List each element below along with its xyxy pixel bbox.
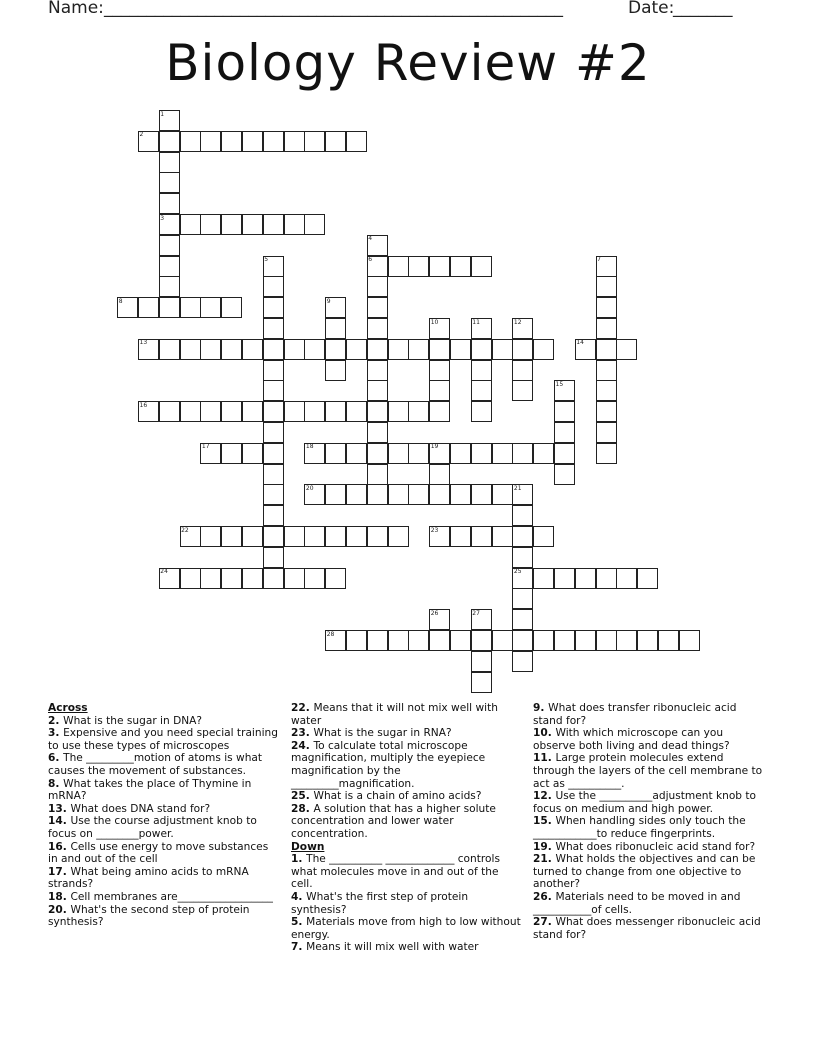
grid-cell[interactable] — [284, 339, 305, 360]
across-clue: 23. What is the sugar in RNA? — [291, 727, 452, 740]
grid-cell[interactable] — [180, 297, 201, 318]
grid-cell[interactable] — [367, 318, 388, 339]
clue-number: 25 — [513, 568, 522, 576]
down-clue: 12. Use the __________adjustment knob to focus on medium and high power. — [533, 790, 757, 815]
name-label: Name: — [48, 0, 104, 18]
grid-cell[interactable] — [221, 214, 242, 235]
down-clue: 1. The __________ _____________ controls what molecules move in and out of the cell. — [291, 853, 500, 891]
grid-cell[interactable] — [367, 443, 388, 464]
across-clue: 14. Use the course adjustment knob to focus on ________power. — [48, 815, 257, 840]
grid-cell[interactable] — [450, 484, 471, 505]
grid-cell[interactable] — [159, 152, 180, 173]
across-clue: 8. What takes the place of Thymine in mRNA? — [48, 777, 252, 803]
grid-cell[interactable] — [221, 339, 242, 360]
grid-cell[interactable] — [367, 484, 388, 505]
down-clue: 9. What does transfer ribonucleic acid stand for? — [533, 702, 737, 727]
grid-cell[interactable] — [263, 339, 284, 360]
grid-cell[interactable] — [429, 484, 450, 505]
grid-cell[interactable] — [533, 526, 554, 547]
grid-cell[interactable] — [533, 568, 554, 589]
grid-cell[interactable] — [367, 276, 388, 297]
grid-cell[interactable] — [221, 526, 242, 547]
grid-cell[interactable] — [575, 630, 596, 651]
grid-cell[interactable] — [263, 464, 284, 485]
down-clue: 5. Materials move from high to low without energy. — [291, 916, 521, 941]
grid-cell[interactable] — [512, 588, 533, 609]
grid-cell[interactable] — [367, 339, 388, 360]
clue-number: 3 — [160, 214, 165, 222]
grid-cell[interactable] — [512, 505, 533, 526]
grid-cell[interactable] — [471, 360, 492, 381]
grid-cell[interactable] — [450, 443, 471, 464]
grid-cell[interactable] — [471, 380, 492, 401]
grid-cell[interactable] — [367, 526, 388, 547]
grid-cell[interactable] — [346, 131, 367, 152]
clue-number: 10 — [430, 318, 439, 326]
grid-cell[interactable] — [512, 443, 533, 464]
grid-cell[interactable] — [492, 484, 513, 505]
clue-number: 20 — [305, 484, 314, 492]
grid-cell[interactable] — [284, 568, 305, 589]
across-clue: 24. To calculate total microscope magnification, multiply the eyepiece magnification by the _________magnification. — [291, 739, 486, 790]
across-clue: 17. What being amino acids to mRNA strands? — [48, 865, 249, 891]
grid-cell[interactable] — [637, 568, 658, 589]
grid-cell[interactable] — [596, 443, 617, 464]
clue-number: 26 — [430, 609, 439, 617]
down-clue: 15. When handling sides only touch the ____________to reduce fingerprints. — [533, 815, 746, 840]
grid-cell[interactable] — [429, 630, 450, 651]
grid-cell[interactable] — [159, 276, 180, 297]
clue-column-2 — [291, 702, 523, 954]
grid-cell[interactable] — [554, 401, 575, 422]
down-clue: 10. With which microscope can you observe both living and dead things? — [533, 727, 730, 752]
grid-cell[interactable] — [596, 339, 617, 360]
grid-cell[interactable] — [200, 214, 221, 235]
across-clue: 28. A solution that has a higher solute concentration and lower water concentration. — [291, 802, 496, 840]
grid-cell[interactable] — [346, 630, 367, 651]
across-clue: 18. Cell membranes are__________________ — [48, 890, 273, 903]
grid-cell[interactable] — [159, 235, 180, 256]
grid-cell[interactable] — [200, 568, 221, 589]
date-line[interactable]: _______ — [673, 0, 733, 18]
across-clue: 13. What does DNA stand for? — [48, 802, 211, 815]
grid-cell[interactable] — [263, 297, 284, 318]
grid-cell[interactable] — [596, 422, 617, 443]
grid-cell[interactable] — [221, 443, 242, 464]
grid-cell[interactable] — [471, 256, 492, 277]
grid-cell[interactable] — [325, 318, 346, 339]
grid-cell[interactable] — [159, 172, 180, 193]
down-clue: 26. Materials need to be moved in and ___________of cells. — [533, 890, 741, 916]
grid-cell[interactable] — [367, 630, 388, 651]
clue-number: 14 — [576, 339, 584, 347]
down-clues-list — [291, 853, 523, 954]
grid-cell[interactable] — [388, 401, 409, 422]
clue-number: 21 — [513, 484, 522, 492]
grid-cell[interactable] — [180, 401, 201, 422]
grid-cell[interactable] — [180, 339, 201, 360]
grid-cell[interactable] — [471, 672, 492, 693]
grid-cell[interactable] — [471, 401, 492, 422]
grid-cell[interactable] — [512, 339, 533, 360]
clue-number: 17 — [201, 443, 210, 451]
clue-number: 1 — [160, 110, 165, 118]
grid-cell[interactable] — [450, 256, 471, 277]
grid-cell[interactable] — [200, 131, 221, 152]
grid-cell[interactable] — [159, 297, 180, 318]
grid-cell[interactable] — [200, 297, 221, 318]
grid-cell[interactable] — [679, 630, 700, 651]
grid-cell[interactable] — [429, 339, 450, 360]
grid-cell[interactable] — [159, 256, 180, 277]
clue-number: 22 — [181, 526, 189, 534]
down-clue: 19. What does ribonucleic acid stand for? — [533, 840, 756, 853]
grid-cell[interactable] — [492, 630, 513, 651]
grid-cell[interactable] — [616, 568, 637, 589]
grid-cell[interactable] — [200, 526, 221, 547]
clue-number: 13 — [139, 339, 148, 347]
grid-cell[interactable] — [367, 422, 388, 443]
across-clue: 16. Cells use energy to move substances in and out of the cell — [48, 840, 269, 866]
grid-cell[interactable] — [492, 339, 513, 360]
grid-cell[interactable] — [263, 318, 284, 339]
date-label: Date: — [628, 0, 675, 18]
clue-number: 8 — [118, 297, 123, 305]
across-clues-list — [48, 715, 280, 929]
grid-cell[interactable] — [596, 276, 617, 297]
grid-cell[interactable] — [408, 256, 429, 277]
grid-cell[interactable] — [263, 505, 284, 526]
grid-cell[interactable] — [512, 380, 533, 401]
grid-cell[interactable] — [554, 443, 575, 464]
grid-cell[interactable] — [367, 401, 388, 422]
grid-cell[interactable] — [408, 401, 429, 422]
grid-cell[interactable] — [429, 380, 450, 401]
grid-cell[interactable] — [242, 339, 263, 360]
grid-cell[interactable] — [180, 131, 201, 152]
clue-number: 19 — [430, 443, 439, 451]
down-clues-list-continued — [533, 702, 765, 941]
grid-cell[interactable] — [325, 526, 346, 547]
grid-cell[interactable] — [596, 630, 617, 651]
grid-cell[interactable] — [284, 214, 305, 235]
grid-cell[interactable] — [346, 339, 367, 360]
clue-number: 9 — [326, 297, 331, 305]
grid-cell[interactable] — [512, 609, 533, 630]
grid-cell[interactable] — [242, 568, 263, 589]
grid-cell[interactable] — [554, 568, 575, 589]
grid-cell[interactable] — [325, 484, 346, 505]
clue-number: 28 — [326, 630, 335, 638]
clue-number: 11 — [472, 318, 480, 326]
grid-cell[interactable] — [637, 630, 658, 651]
grid-cell[interactable] — [554, 422, 575, 443]
grid-cell[interactable] — [408, 484, 429, 505]
page-title: Biology Review #2 — [165, 34, 651, 92]
grid-cell[interactable] — [180, 214, 201, 235]
grid-cell[interactable] — [263, 568, 284, 589]
grid-cell[interactable] — [367, 360, 388, 381]
grid-cell[interactable] — [346, 484, 367, 505]
grid-cell[interactable] — [159, 131, 180, 152]
grid-cell[interactable] — [450, 526, 471, 547]
grid-cell[interactable] — [408, 339, 429, 360]
grid-cell[interactable] — [450, 339, 471, 360]
grid-cell[interactable] — [429, 464, 450, 485]
grid-cell[interactable] — [388, 256, 409, 277]
grid-cell[interactable] — [575, 568, 596, 589]
grid-cell[interactable] — [471, 484, 492, 505]
clue-number: 24 — [160, 568, 168, 576]
grid-cell[interactable] — [596, 401, 617, 422]
grid-cell[interactable] — [512, 651, 533, 672]
grid-cell[interactable] — [242, 401, 263, 422]
across-clues-list-continued — [291, 702, 523, 841]
across-clue: 2. What is the sugar in DNA? — [48, 714, 203, 727]
grid-cell[interactable] — [304, 568, 325, 589]
grid-cell[interactable] — [159, 193, 180, 214]
grid-cell[interactable] — [346, 526, 367, 547]
grid-cell[interactable] — [658, 630, 679, 651]
across-clue: 20. What's the second step of protein synthesis? — [48, 903, 250, 929]
grid-cell[interactable] — [512, 360, 533, 381]
grid-cell[interactable] — [263, 214, 284, 235]
grid-cell[interactable] — [325, 339, 346, 360]
grid-cell[interactable] — [263, 443, 284, 464]
grid-cell[interactable] — [471, 651, 492, 672]
grid-cell[interactable] — [263, 131, 284, 152]
name-line[interactable]: ______________________________________________________ — [104, 0, 563, 18]
grid-cell[interactable] — [533, 630, 554, 651]
clue-number: 5 — [264, 256, 269, 264]
grid-cell[interactable] — [533, 339, 554, 360]
down-clue: 21. What holds the objectives and can be turned to change from one objective to another? — [533, 853, 756, 891]
across-heading: Across — [48, 702, 88, 714]
grid-cell[interactable] — [159, 401, 180, 422]
grid-cell[interactable] — [159, 339, 180, 360]
across-clue: 6. The _________motion of atoms is what causes the movement of substances. — [48, 752, 263, 777]
grid-cell[interactable] — [388, 443, 409, 464]
grid-cell[interactable] — [388, 339, 409, 360]
grid-cell[interactable] — [471, 443, 492, 464]
grid-cell[interactable] — [263, 484, 284, 505]
grid-cell[interactable] — [471, 526, 492, 547]
grid-cell[interactable] — [284, 526, 305, 547]
clue-number: 7 — [597, 256, 601, 264]
grid-cell[interactable] — [346, 401, 367, 422]
grid-cell[interactable] — [263, 360, 284, 381]
grid-cell[interactable] — [304, 339, 325, 360]
clue-number: 6 — [368, 256, 373, 264]
clue-number: 23 — [430, 526, 439, 534]
grid-cell[interactable] — [429, 401, 450, 422]
grid-cell[interactable] — [242, 131, 263, 152]
grid-cell[interactable] — [263, 380, 284, 401]
grid-cell[interactable] — [471, 630, 492, 651]
grid-cell[interactable] — [492, 443, 513, 464]
grid-cell[interactable] — [367, 380, 388, 401]
grid-cell[interactable] — [180, 568, 201, 589]
grid-cell[interactable] — [388, 526, 409, 547]
grid-cell[interactable] — [512, 630, 533, 651]
grid-cell[interactable] — [616, 630, 637, 651]
grid-cell[interactable] — [325, 443, 346, 464]
grid-cell[interactable] — [242, 443, 263, 464]
clue-number: 27 — [472, 609, 480, 617]
grid-cell[interactable] — [242, 214, 263, 235]
clue-number: 4 — [368, 235, 373, 243]
grid-cell[interactable] — [200, 401, 221, 422]
grid-cell[interactable] — [616, 339, 637, 360]
grid-cell[interactable] — [325, 401, 346, 422]
grid-cell[interactable] — [263, 547, 284, 568]
grid-cell[interactable] — [325, 360, 346, 381]
grid-cell[interactable] — [325, 131, 346, 152]
across-clue: 25. What is a chain of amino acids? — [291, 790, 482, 803]
clue-number: 12 — [513, 318, 522, 326]
grid-cell[interactable] — [263, 401, 284, 422]
clue-column-1 — [48, 702, 280, 929]
grid-cell[interactable] — [554, 464, 575, 485]
grid-cell[interactable] — [512, 547, 533, 568]
grid-cell[interactable] — [408, 630, 429, 651]
down-clue: 7. Means it will mix well with water — [291, 941, 479, 954]
grid-cell[interactable] — [450, 630, 471, 651]
down-heading: Down — [291, 840, 325, 853]
grid-cell[interactable] — [367, 464, 388, 485]
grid-cell[interactable] — [242, 526, 263, 547]
grid-cell[interactable] — [596, 380, 617, 401]
grid-cell[interactable] — [346, 443, 367, 464]
clue-column-3 — [533, 702, 765, 941]
down-clue: 27. What does messenger ribonucleic acid stand for? — [533, 916, 761, 941]
grid-cell[interactable] — [304, 131, 325, 152]
grid-cell[interactable] — [367, 297, 388, 318]
grid-cell[interactable] — [533, 443, 554, 464]
clue-number: 18 — [305, 443, 314, 451]
grid-cell[interactable] — [221, 568, 242, 589]
grid-cell[interactable] — [263, 526, 284, 547]
grid-cell[interactable] — [325, 568, 346, 589]
grid-cell[interactable] — [304, 214, 325, 235]
grid-cell[interactable] — [512, 526, 533, 547]
grid-cell[interactable] — [221, 131, 242, 152]
grid-cell[interactable] — [596, 297, 617, 318]
clue-number: 16 — [139, 401, 148, 409]
grid-cell[interactable] — [596, 318, 617, 339]
grid-cell[interactable] — [263, 422, 284, 443]
grid-cell[interactable] — [200, 339, 221, 360]
grid-cell[interactable] — [471, 339, 492, 360]
down-clue: 11. Large protein molecules extend through the layers of the cell membrane to act as __________. — [533, 752, 763, 790]
across-clue: 3. Expensive and you need special training to use these types of microscopes — [48, 727, 278, 752]
grid-cell[interactable] — [221, 297, 242, 318]
grid-cell[interactable] — [304, 401, 325, 422]
across-clue: 22. Means that it will not mix well with water — [291, 702, 498, 727]
grid-cell[interactable] — [429, 256, 450, 277]
grid-cell[interactable] — [492, 526, 513, 547]
grid-cell[interactable] — [429, 360, 450, 381]
grid-cell[interactable] — [304, 526, 325, 547]
grid-cell[interactable] — [138, 297, 159, 318]
grid-cell[interactable] — [284, 131, 305, 152]
grid-cell[interactable] — [388, 630, 409, 651]
grid-cell[interactable] — [284, 401, 305, 422]
grid-cell[interactable] — [554, 630, 575, 651]
grid-cell[interactable] — [263, 276, 284, 297]
grid-cell[interactable] — [596, 568, 617, 589]
grid-cell[interactable] — [408, 443, 429, 464]
clue-number: 15 — [555, 380, 564, 388]
clue-number: 2 — [139, 131, 144, 139]
grid-cell[interactable] — [596, 360, 617, 381]
grid-cell[interactable] — [388, 484, 409, 505]
grid-cell[interactable] — [221, 401, 242, 422]
down-clue: 4. What's the first step of protein synthesis? — [291, 890, 469, 916]
